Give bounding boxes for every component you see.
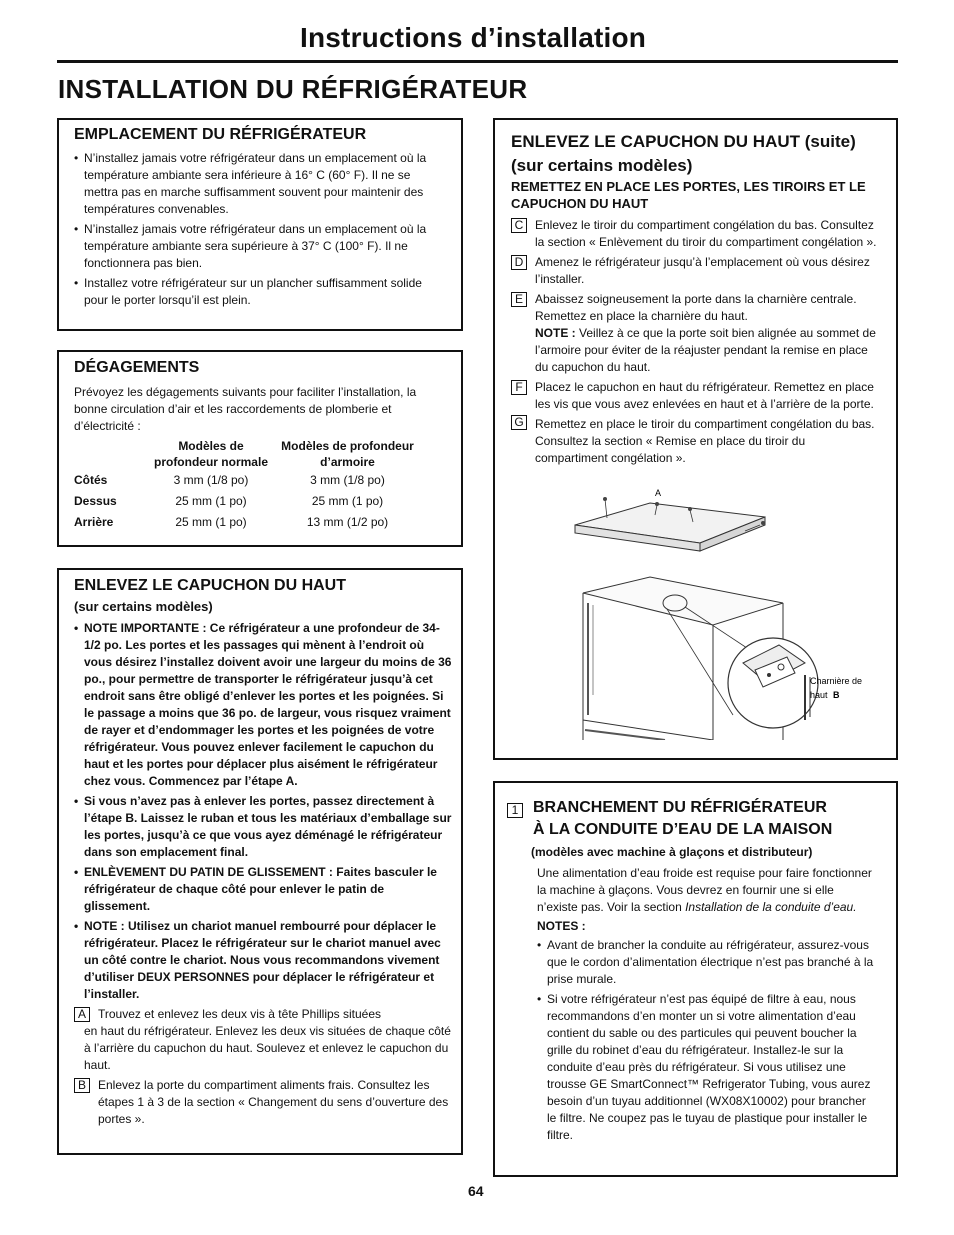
step-b [74, 1077, 452, 1128]
branchement-intro-italic: Installation de la conduite d’eau. [685, 900, 857, 914]
branchement-heading-1: BRANCHEMENT DU RÉFRIGÉRATEUR [533, 799, 827, 816]
cell-armoire: 13 mm (1/2 po) [306, 515, 389, 529]
figure-caption-bold: B [833, 690, 840, 700]
step-label-b: B [74, 1078, 90, 1093]
title-rule [57, 60, 898, 63]
page-number: 64 [468, 1183, 484, 1199]
branchement-subheading: (modèles avec machine à glaçons et distributeur) [531, 845, 813, 859]
step-a [74, 1006, 452, 1074]
figure-caption-line1: Charnière de [810, 676, 863, 686]
branchement-box [493, 781, 898, 1177]
step-d [511, 254, 881, 288]
step-label-g: G [511, 415, 527, 430]
cell-armoire: 3 mm (1/8 po) [310, 473, 385, 487]
capuchon-bullet-4: • NOTE : Utilisez un chariot manuel rembourré pour déplacer le réfrigérateur. Placez le réfrigérateur sur le chariot manuel avec un côté contre le chariot. Nous vous recommandons vivement d’utiliser DEUX PERSONNES pour déplacer le réfrigérateur et l’installer. [74, 918, 452, 1003]
step-e-note-label: NOTE : [535, 326, 576, 340]
cell-armoire: 25 mm (1 po) [311, 494, 384, 508]
emplacement-box [57, 118, 463, 331]
degagements-heading: DÉGAGEMENTS [74, 359, 200, 376]
page-title: Instructions d’installation [300, 22, 647, 53]
capuchon-box [57, 568, 463, 1155]
step-a-rest: en haut du réfrigérateur. Enlevez les deux vis situées de chaque côté à l’arrière du capuchon du haut. Soulevez et enlevez le capuchon du haut. [84, 1024, 451, 1072]
step-label-d: D [511, 255, 527, 270]
row-label: Arrière [74, 515, 114, 529]
emplacement-bullet-2: • N’installez jamais votre réfrigérateur dans un emplacement où la température ambiante sera supérieure à 37° C (100° F). Il ne fonctionnera pas bien. [74, 221, 446, 272]
degagements-intro: Prévoyez les dégagements suivants pour faciliter l’installation, la bonne circulation d’air et les raccordements de plomberie et d’électricité : [74, 385, 417, 433]
capuchon-content [74, 620, 452, 1131]
branchement-note-1: • Avant de brancher la conduite au réfrigérateur, assurez-vous que le cordon d’alimentation électrique n’est pas branché à la prise murale. [537, 937, 877, 988]
step-label-e: E [511, 292, 527, 307]
emplacement-list [74, 150, 446, 312]
capuchon-bullets [74, 620, 452, 1003]
step-label-a: A [74, 1007, 90, 1022]
capuchon-bullet-3: • ENLÈVEMENT DU PATIN DE GLISSEMENT : Faites basculer le réfrigérateur de chaque côté pour enlever le patin de glissement. [74, 864, 452, 915]
branchement-notes [537, 937, 877, 1144]
capuchon-bullet-1: • NOTE IMPORTANTE : Ce réfrigérateur a une profondeur de 34-1/2 po. Les portes et les passages qui mènent à l’endroit où vous désirez l’installez doivent avoir une largeur du moins de 36 po., pour permettre de transporter le réfrigérateur jusqu’à cet endroit sans être obligé d’enlever les portes et les poignées. Si le passage a moins que 36 po. de largeur, vous risquez vraiment de rayer et d’endommager les portes et les poignées de votre réfrigérateur. Vous pouvez enlever facilement le capuchon du haut et les portes pour déplacer plus aisément le réfrigérateur chez vous. Commencez par l’étape A. [74, 620, 452, 790]
step-c-text: Enlevez le tiroir du compartiment congélation du bas. Consultez la section « Enlèvement du tiroir du compartiment congélation ». [535, 218, 877, 249]
branchement-number: 1 [507, 803, 523, 818]
step-a-line1: Trouvez et enlevez les deux vis à tête Phillips situées [98, 1007, 382, 1021]
col-header-normal: Modèles de profondeur normale [153, 439, 268, 469]
clearance-table [74, 438, 419, 533]
table-row [74, 491, 419, 512]
capuchon-bullet-2: • Si vous n’avez pas à enlever les portes, passez directement à l’étape B. Laissez le ruban et tous les matériaux d’emballage sur les portes, jusqu’à ce que vous ayez déménagé le réfrigérateur dans son emplacement final. [74, 793, 452, 861]
row-label: Côtés [74, 473, 108, 487]
hinge-detail-illustration [667, 607, 818, 728]
section-title: INSTALLATION DU RÉFRIGÉRATEUR [58, 74, 528, 104]
branchement-heading-2: À LA CONDUITE D’EAU DE LA MAISON [533, 821, 833, 838]
step-label-f: F [511, 380, 527, 395]
col-header-armoire: Modèles de profondeur d’armoire [281, 439, 414, 469]
figure-label-a: A [655, 488, 662, 498]
branchement-intro-wrap [537, 865, 877, 916]
step-f [511, 379, 881, 429]
row-label: Dessus [74, 494, 117, 508]
cell-normal: 25 mm (1 po) [175, 515, 247, 529]
step-f-text: Placez le capuchon en haut du réfrigérateur. Remettez en place les vis que vous avez enlevées en haut et à l’arrière de la porte. [535, 380, 874, 411]
step-e-text: Abaissez soigneusement la porte dans la charnière centrale. Remettez en place la charnière du haut. [535, 292, 857, 323]
capuchon-suite-box [493, 118, 898, 760]
figure-caption-line2: haut [810, 690, 828, 700]
table-row [74, 512, 419, 533]
emplacement-bullet-1: • N’installez jamais votre réfrigérateur dans un emplacement où la température ambiante sera inférieure à 16° C (60° F). Il ne se mettra pas en marche suffisamment souvent pour maintenir des températures convenables. [74, 150, 446, 218]
step-g [511, 416, 881, 467]
capuchon-suite-subheading: REMETTEZ EN PLACE LES PORTES, LES TIROIRS ET LE CAPUCHON DU HAUT [511, 179, 866, 211]
step-g-text: Remettez en place le tiroir du compartiment congélation du bas. Consultez la section « Remise en place du tiroir du compartiment congélation ». [535, 417, 875, 465]
capuchon-suite-heading: ENLEVEZ LE CAPUCHON DU HAUT (suite) (sur certains modèles) [511, 132, 856, 175]
top-cap-illustration [575, 497, 765, 551]
step-c [511, 217, 881, 251]
step-d-text: Amenez le réfrigérateur jusqu’à l’emplacement où vous désirez l’installer. [535, 255, 870, 286]
branchement-body [537, 865, 877, 1147]
capuchon-subheading: (sur certains modèles) [74, 599, 213, 614]
capuchon-suite-steps [511, 217, 881, 470]
branchement-notes-label: NOTES : [537, 919, 586, 933]
cell-normal: 3 mm (1/8 po) [173, 473, 249, 487]
step-e [511, 291, 881, 376]
step-label-c: C [511, 218, 527, 233]
cell-normal: 25 mm (1 po) [175, 494, 247, 508]
step-e-note: Veillez à ce que la porte soit bien alignée au sommet de l’armoire pour éviter de la réajuster pendant la remise en place du capuchon du haut. [535, 326, 876, 374]
capuchon-heading: ENLEVEZ LE CAPUCHON DU HAUT [74, 577, 347, 594]
refrigerator-top-cap-figure [555, 485, 880, 740]
degagements-box [57, 350, 463, 547]
branchement-intro: Une alimentation d’eau froide est requise pour faire fonctionner la machine à glaçons. Vous devrez en fournir une si elle n’existe pas. Voir la section [537, 866, 872, 914]
emplacement-bullet-3: • Installez votre réfrigérateur sur un plancher suffisamment solide pour le porter lorsqu’il est plein. [74, 275, 446, 309]
step-b-text: Enlevez la porte du compartiment aliments frais. Consultez les étapes 1 à 3 de la section « Changement du sens d’ouverture des portes ». [98, 1078, 449, 1126]
emplacement-heading: EMPLACEMENT DU RÉFRIGÉRATEUR [74, 126, 367, 143]
branchement-note-2: • Si votre réfrigérateur n’est pas équipé de filtre à eau, nous recommandons d’en monter un si votre alimentation d’eau contient du sable ou des particules qui peuvent boucher la grille du robinet d’eau du réfrigérateur. Installez-le sur la conduite d’eau près du réfrigérateur. Si vous utilisez une trousse GE SmartConnect™ Refrigerator Tubing, vous aurez besoin d’un tuyau additionnel (WX08X10002) pour brancher le filtre. Ne coupez pas le tuyau de plastique pour installer le filtre. [537, 991, 877, 1144]
table-row [74, 470, 419, 491]
